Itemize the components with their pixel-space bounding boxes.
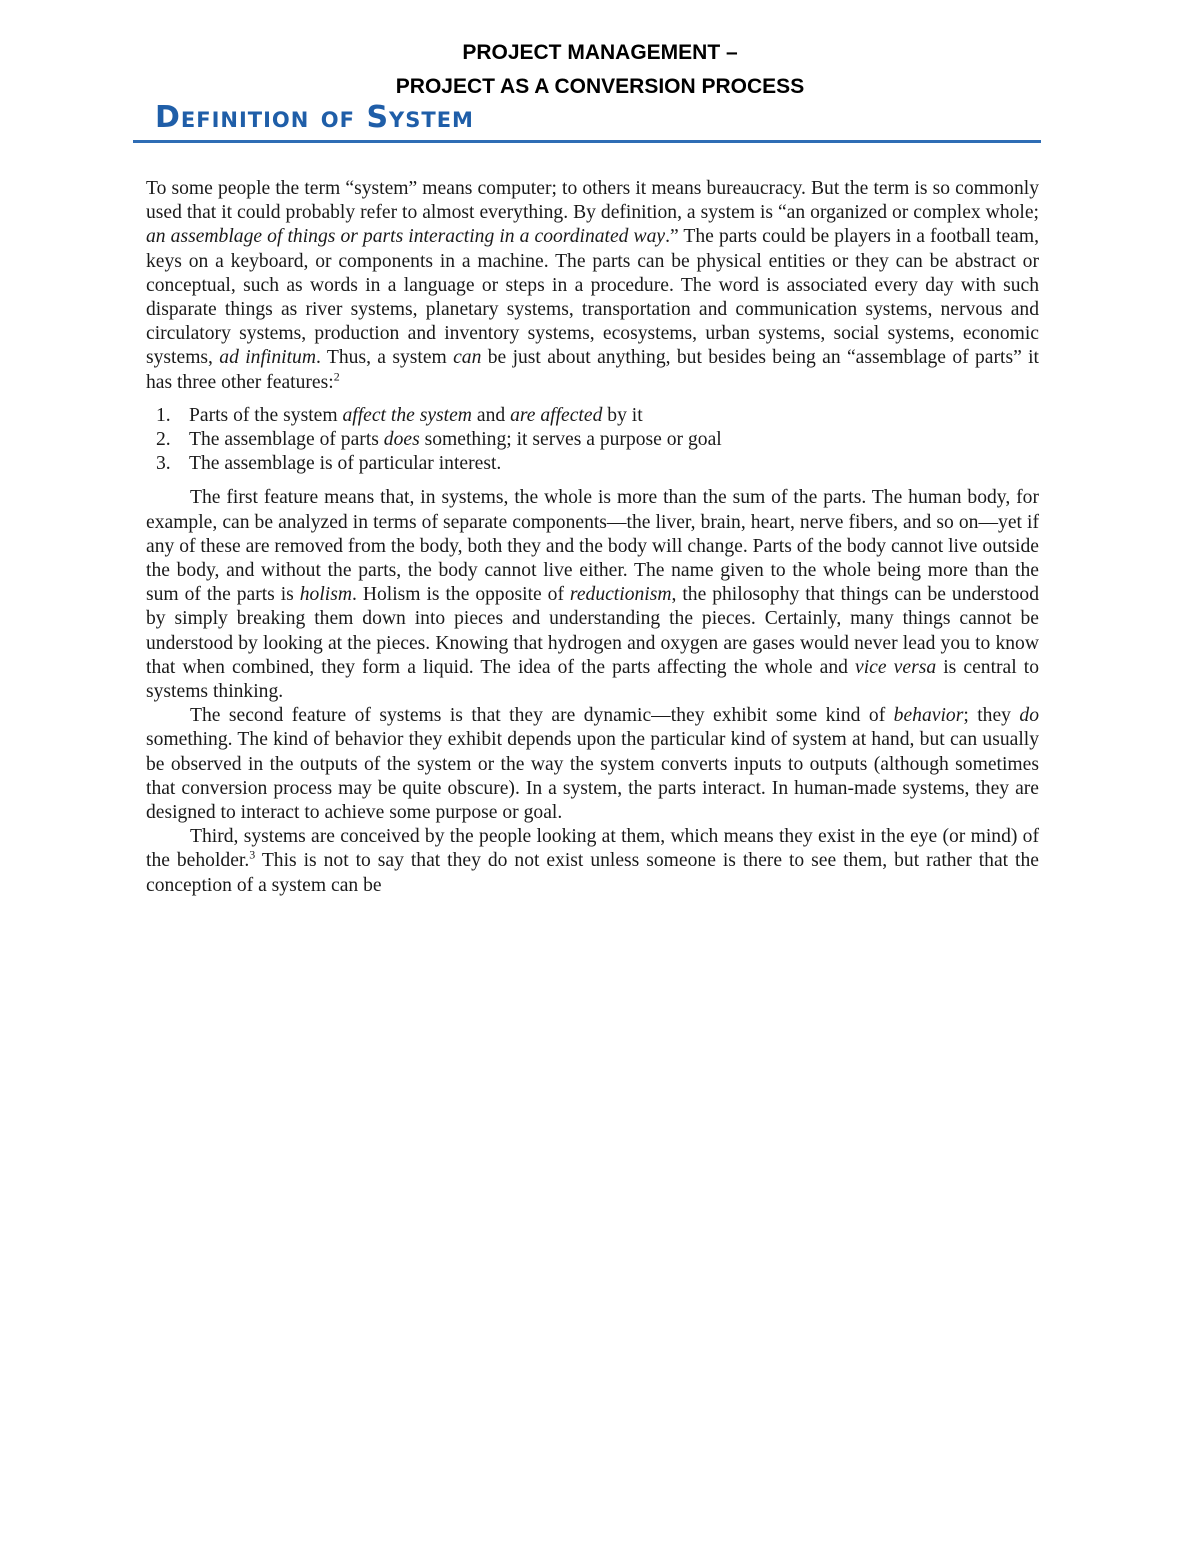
text-run: and <box>471 404 511 426</box>
footnote-marker: 2 <box>333 369 340 384</box>
text-run: . Thus, a system <box>316 347 454 369</box>
intro-paragraph <box>146 177 1039 395</box>
text-run: To some people the term “system” means computer; to others it means bureaucracy. But the term is so commonly used that it could probably refer to almost everything. By definition, a system is “an organized or complex whole; <box>146 178 1039 224</box>
paragraph-first-feature <box>146 486 1039 704</box>
text-run: The assemblage is of particular interest. <box>189 453 502 475</box>
italic-run: reductionism <box>569 584 672 606</box>
text-run: This is not to say that they do not exist unless someone is there to see them, but rather that the conception of a system can be <box>146 850 1039 896</box>
paragraph-third-feature <box>146 825 1039 898</box>
italic-run: vice versa <box>855 656 937 678</box>
text-run: The first feature means that, in systems, the whole is more than the sum of the parts. The human body, for example, can be analyzed in terms of separate components—the liver, brain, heart, nerve fibers, and so on—yet if any of these are removed from the body, both they and the body will change. Parts of the body cannot live outside the body, and without the parts, the body cannot live either. The name given to the whole being more than the sum of the parts is <box>146 487 1039 606</box>
text-run: something; it serves a purpose or goal <box>419 429 722 451</box>
text-run: , the philosophy that things can be understood by simply breaking them down into pieces and understanding the pieces. Certainly, many things cannot be understood by looking at the pieces. Knowing that hydrogen and oxygen are gases would never lead you to know that when combined, they form a liquid. The idea of the parts affecting the whole and <box>146 584 1039 678</box>
text-run: . Holism is the opposite of <box>352 584 570 606</box>
italic-run: ad infinitum <box>219 347 316 369</box>
text-run: Third, systems are conceived by the people looking at them, which means they exist in the eye (or mind) of the beholder. <box>146 826 1039 872</box>
text-run: by it <box>602 404 643 426</box>
text-run: The second feature of systems is that they are dynamic—they exhibit some kind of <box>190 705 894 727</box>
italic-run: do <box>1019 705 1039 727</box>
list-item <box>146 428 1039 452</box>
heading-divider <box>133 140 1041 143</box>
paragraph-second-feature <box>146 704 1039 825</box>
features-list <box>146 404 1039 477</box>
text-run: Parts of the system <box>189 404 343 426</box>
document-header <box>0 36 1200 104</box>
list-number: 2. <box>156 429 171 451</box>
list-item <box>146 404 1039 428</box>
text-run: The assemblage of parts <box>189 429 384 451</box>
section-title: Definition of System <box>155 100 474 135</box>
list-number: 3. <box>156 453 171 475</box>
italic-run: holism <box>299 584 352 606</box>
text-run: is central to systems thinking. <box>146 656 1040 703</box>
text-run: be just about anything, but besides being an “assemblage of parts” it has three other features: <box>146 347 1039 393</box>
text-run: .” The parts could be players in a football team, keys on a keyboard, or components in a machine. The parts can be physical entities or they can be abstract or conceptual, such as words in a language or steps in a procedure. The word is associated every day with such disparate things as river systems, planetary systems, transportation and communication systems, nervous and circulatory systems, production and inventory systems, ecosystems, urban systems, social systems, economic systems, <box>146 226 1039 369</box>
text-run: ; they <box>963 705 1020 727</box>
footnote-marker: 3 <box>249 847 256 862</box>
body-text <box>146 177 1039 898</box>
italic-run: behavior <box>893 705 964 727</box>
italic-run: does <box>383 429 420 451</box>
italic-run: an assemblage of things or parts interacting in a coordinated way <box>146 226 666 248</box>
italic-run: are affected <box>510 404 603 426</box>
header-line-2: PROJECT AS A CONVERSION PROCESS <box>395 75 805 98</box>
list-number: 1. <box>156 404 171 426</box>
list-item <box>146 452 1039 476</box>
italic-run: affect the system <box>342 404 472 426</box>
text-run: something. The kind of behavior they exhibit depends upon the particular kind of system at hand, but can usually be observed in the outputs of the system or the way the system converts inputs to outputs (although sometimes that conversion process may be quite obscure). In a system, the parts interact. In human-made systems, they are designed to interact to achieve some purpose or goal. <box>146 729 1039 824</box>
header-line-1: PROJECT MANAGEMENT – <box>462 41 738 64</box>
italic-run: can <box>453 347 482 369</box>
